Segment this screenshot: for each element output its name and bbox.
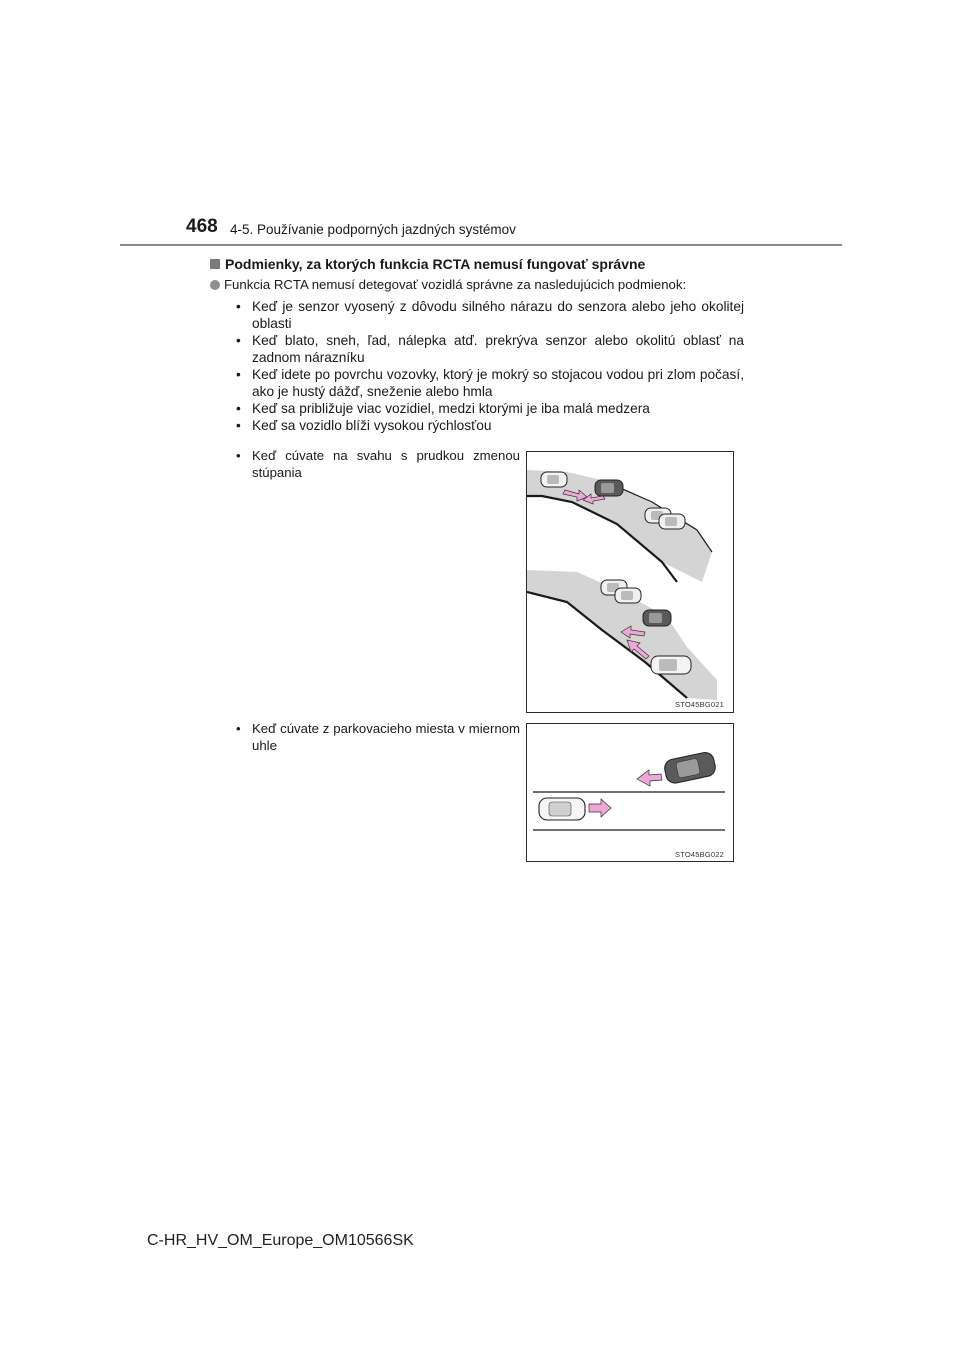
list-item: • Keď sa vozidlo blíži vysokou rýchlosťou	[236, 417, 744, 434]
heading-text: Podmienky, za ktorých funkcia RCTA nemusí fungovať správne	[225, 256, 646, 272]
list-item: • Keď blato, sneh, ľad, nálepka atď. prekrýva senzor alebo okolitú oblasť na zadnom nárazníku	[236, 332, 744, 366]
square-bullet-icon	[210, 259, 220, 269]
slope-illustration	[527, 452, 733, 712]
car-icon	[643, 610, 671, 626]
car-icon	[659, 514, 685, 529]
list-item: • Keď je senzor vyosený z dôvodu silného nárazu do senzora alebo jeho okolitej oblasti	[236, 298, 744, 332]
slope-figure	[526, 451, 734, 713]
car-icon	[651, 656, 691, 674]
list-item: • Keď sa približuje viac vozidiel, medzi ktorými je iba malá medzera	[236, 400, 744, 417]
page-number: 468	[186, 216, 218, 237]
car-icon	[541, 472, 567, 487]
slope-condition-item: • Keď cúvate na svahu s prudkou zmenou stúpania	[236, 447, 520, 481]
car-icon	[595, 480, 623, 496]
angle-condition-item: • Keď cúvate z parkovacieho miesta v miernom uhle	[236, 720, 520, 754]
angle-parking-illustration	[527, 724, 733, 861]
circle-bullet-icon	[210, 280, 220, 290]
list-item: • Keď idete po povrchu vozovky, ktorý je mokrý so stojacou vodou pri zlom počasí, ako je hustý dážď, sneženie alebo hmla	[236, 366, 744, 400]
figure-code: STO45BG021	[675, 700, 724, 709]
figure-code: STO45BG022	[675, 850, 724, 859]
lead-text: Funkcia RCTA nemusí detegovať vozidlá správne za nasledujúcich podmienok:	[224, 277, 687, 292]
car-icon	[663, 751, 717, 785]
car-icon	[539, 798, 585, 820]
section-heading	[210, 256, 645, 272]
document-id: C-HR_HV_OM_Europe_OM10566SK	[147, 1232, 414, 1249]
section-title: 4-5. Používanie podporných jazdných systémov	[230, 222, 516, 237]
condition-list	[236, 298, 744, 434]
lead-paragraph	[210, 277, 686, 292]
arrow-icon	[637, 770, 662, 786]
arrow-icon	[589, 799, 611, 817]
car-icon	[615, 588, 641, 603]
header-divider	[120, 244, 842, 246]
angle-parking-figure	[526, 723, 734, 862]
